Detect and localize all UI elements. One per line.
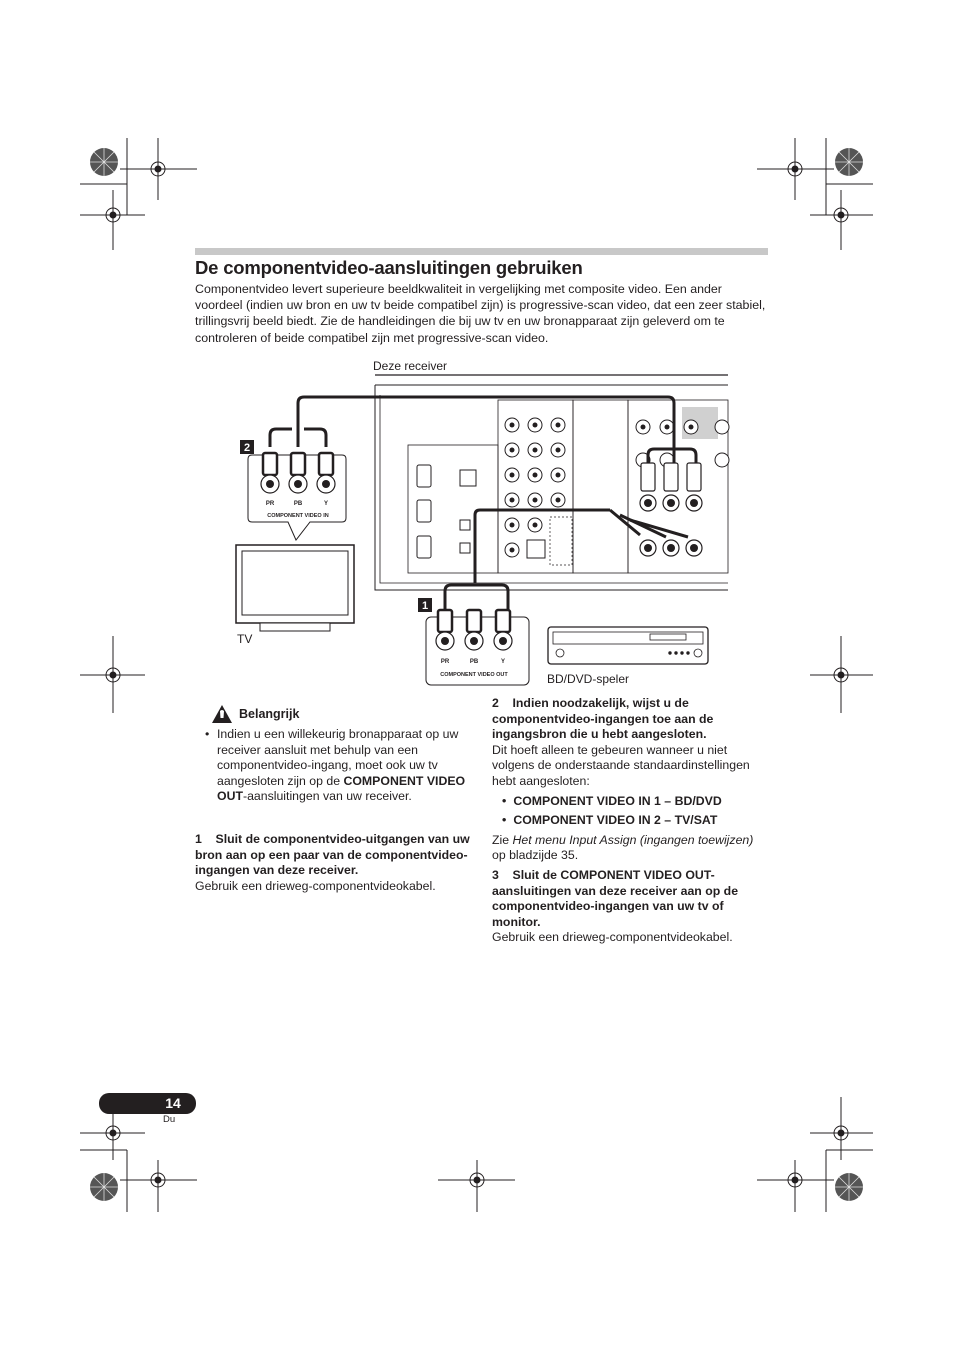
page-number: 14 <box>165 1095 181 1111</box>
important-heading-text: Belangrijk <box>239 707 300 721</box>
step-2-bullets <box>502 794 762 829</box>
step-2-reference: Zie Het menu Input Assign (ingangen toewijzen) op bladzijde 35. <box>492 832 754 863</box>
jack-label-pb-tv: PB <box>293 501 303 507</box>
jack-label-pr-player: PR <box>440 659 450 665</box>
step-2-body: Dit hoeft alleen te gebeuren wanneer u niet volgens de onderstaande standaardinstellingen hebt aangesloten: <box>492 742 750 788</box>
important-text-prefix: Indien u een willekeurig bronapparaat op uw receiver aansluit met behulp van een componentvideo-ingang, moet ook uw tv aangesloten zijn op de <box>217 727 459 788</box>
connection-diagram <box>230 355 730 695</box>
step-2-heading: 2 Indien noodzakelijk, wijst u de componentvideo-ingangen toe aan de ingangsbron die u hebt aangesloten. <box>492 696 717 742</box>
jack-label-y-tv: Y <box>323 501 329 507</box>
step-1-heading: 1 Sluit de componentvideo-uitgangen van uw bron aan op een paar van de componentvideo-ingangen van deze receiver. <box>195 832 474 878</box>
step-1 <box>195 832 474 894</box>
section-top-bar <box>195 248 768 255</box>
step-3-body: Gebruik een drieweg-componentvideokabel. <box>492 930 733 945</box>
list-item: • COMPONENT VIDEO IN 1 – BD/DVD <box>502 793 722 808</box>
page-title: De componentvideo-aansluitingen gebruiken <box>195 257 583 278</box>
important-text-bold: COMPONENT VIDEO OUT <box>217 773 466 804</box>
important-text-suffix: -aansluitingen van uw receiver. <box>242 789 412 804</box>
intro-paragraph: Componentvideo levert superieure beeldkwaliteit in vergelijking met composite video. Een ander voordeel (indien uw bron en uw tv beide compatibel zijn) is progressive-scan video, dat een zeer stabiel, trillingsvrij beeld biedt. Zie de handleidingen die bij uw tv en uw bronapparaat zijn geleverd om te controleren of beide compatibel zijn met progressive-scan video. <box>195 282 766 345</box>
callout-2: 2 <box>243 442 251 454</box>
step-1-body: Gebruik een drieweg-componentvideokabel. <box>195 878 436 893</box>
tv-panel-label: COMPONENT VIDEO IN <box>267 513 329 519</box>
bullet-dot: • <box>205 727 210 741</box>
step-3 <box>492 868 767 946</box>
step-3-heading: 3 Sluit de COMPONENT VIDEO OUT-aansluitingen van deze receiver aan op de componentvideo-ingangen van uw tv of monitor. <box>492 868 742 929</box>
bd-dvd-player-illustration <box>548 627 708 664</box>
step-2 <box>492 696 762 864</box>
callout-1: 1 <box>421 600 429 612</box>
list-item: • COMPONENT VIDEO IN 2 – TV/SAT <box>502 813 718 828</box>
warning-icon <box>211 704 233 724</box>
player-label: BD/DVD-speler <box>547 672 630 686</box>
important-heading <box>211 704 299 724</box>
language-code: Du <box>163 1114 176 1125</box>
jack-label-pr-tv: PR <box>265 501 275 507</box>
player-panel-label: COMPONENT VIDEO OUT <box>440 672 508 678</box>
jack-label-y-player: Y <box>500 659 506 665</box>
receiver-label: Deze receiver <box>373 359 448 373</box>
tv-label: TV <box>237 632 253 646</box>
important-bullet <box>205 727 470 805</box>
tv-illustration <box>236 545 354 631</box>
jack-label-pb-player: PB <box>469 659 479 665</box>
